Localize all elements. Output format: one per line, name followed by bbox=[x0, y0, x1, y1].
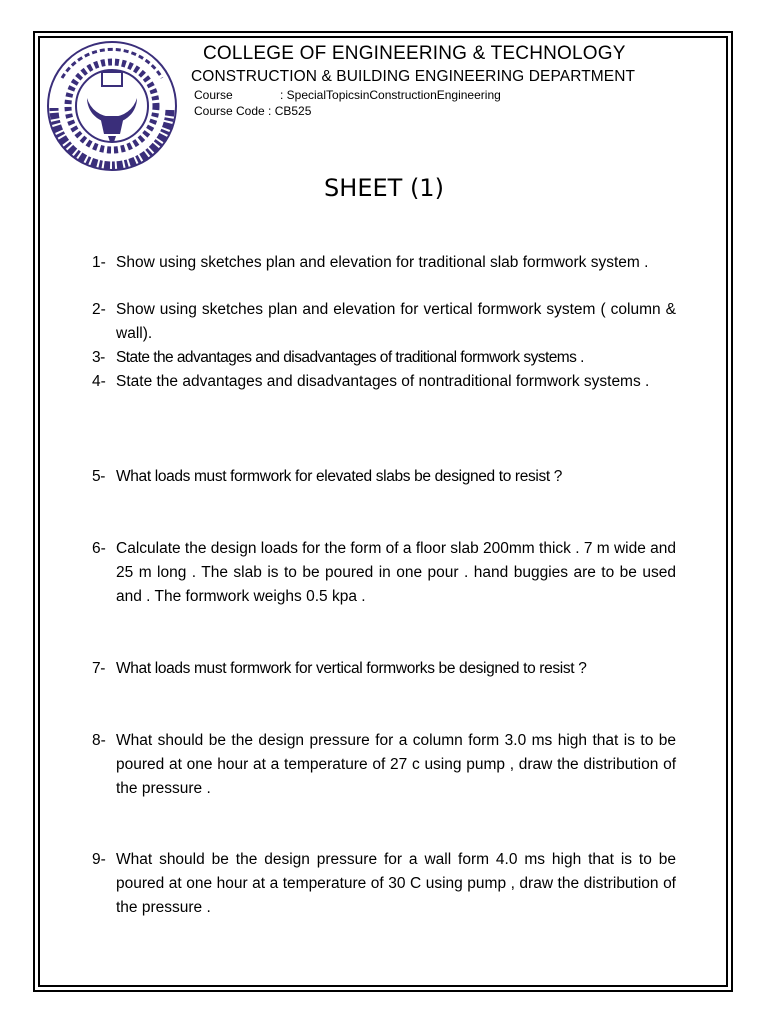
question-number: 2- bbox=[92, 301, 106, 318]
question-item bbox=[92, 251, 676, 275]
question-number: 1- bbox=[92, 254, 106, 271]
course-code: Course Code : CB525 bbox=[194, 104, 312, 118]
sheet-title: SHEET (1) bbox=[324, 174, 444, 202]
question-number: 9- bbox=[92, 851, 106, 868]
question-item bbox=[92, 729, 676, 801]
question-text: What loads must formwork for vertical formworks be designed to resist ? bbox=[116, 660, 587, 677]
question-item bbox=[92, 298, 676, 346]
question-text: What loads must formwork for elevated slabs be designed to resist ? bbox=[116, 468, 563, 485]
course-line bbox=[194, 88, 501, 102]
course-value: : SpecialTopicsinConstructionEngineering bbox=[280, 88, 501, 102]
question-number: 4- bbox=[92, 373, 106, 390]
college-name: COLLEGE OF ENGINEERING & TECHNOLOGY bbox=[203, 43, 626, 64]
question-item bbox=[92, 465, 676, 489]
question-number: 7- bbox=[92, 660, 106, 677]
question-item bbox=[92, 848, 676, 920]
question-text: What should be the design pressure for a wall form 4.0 ms high that is to be poured at one hour at a temperature of 30 C using pump , draw the distribution of the pressure . bbox=[116, 851, 676, 916]
question-text: What should be the design pressure for a column form 3.0 ms high that is to be poured at one hour at a temperature of 27 c using pump , draw the distribution of the pressure . bbox=[116, 732, 676, 797]
question-item bbox=[92, 346, 676, 370]
course-label: Course bbox=[194, 88, 233, 102]
question-text: Calculate the design loads for the form of a floor slab 200mm thick . 7 m wide and 25 m long . The slab is to be poured in one pour . hand buggies are to be used and . The formwork weighs 0.5 kpa . bbox=[116, 540, 677, 605]
department-name: CONSTRUCTION & BUILDING ENGINEERING DEPARTMENT bbox=[191, 68, 636, 85]
question-number: 5- bbox=[92, 468, 106, 485]
question-item bbox=[92, 537, 676, 609]
question-text: State the advantages and disadvantages of nontraditional formwork systems . bbox=[116, 373, 650, 390]
question-text: Show using sketches plan and elevation for traditional slab formwork system . bbox=[116, 254, 649, 271]
question-number: 6- bbox=[92, 540, 106, 557]
question-number: 8- bbox=[92, 732, 106, 749]
question-number: 3- bbox=[92, 349, 105, 366]
question-text: State the advantages and disadvantages of traditional formwork systems . bbox=[116, 349, 584, 366]
question-text: Show using sketches plan and elevation for vertical formwork system ( column & wall). bbox=[116, 301, 676, 342]
university-seal-icon bbox=[42, 38, 182, 173]
question-item bbox=[92, 370, 676, 394]
question-item bbox=[92, 657, 676, 681]
